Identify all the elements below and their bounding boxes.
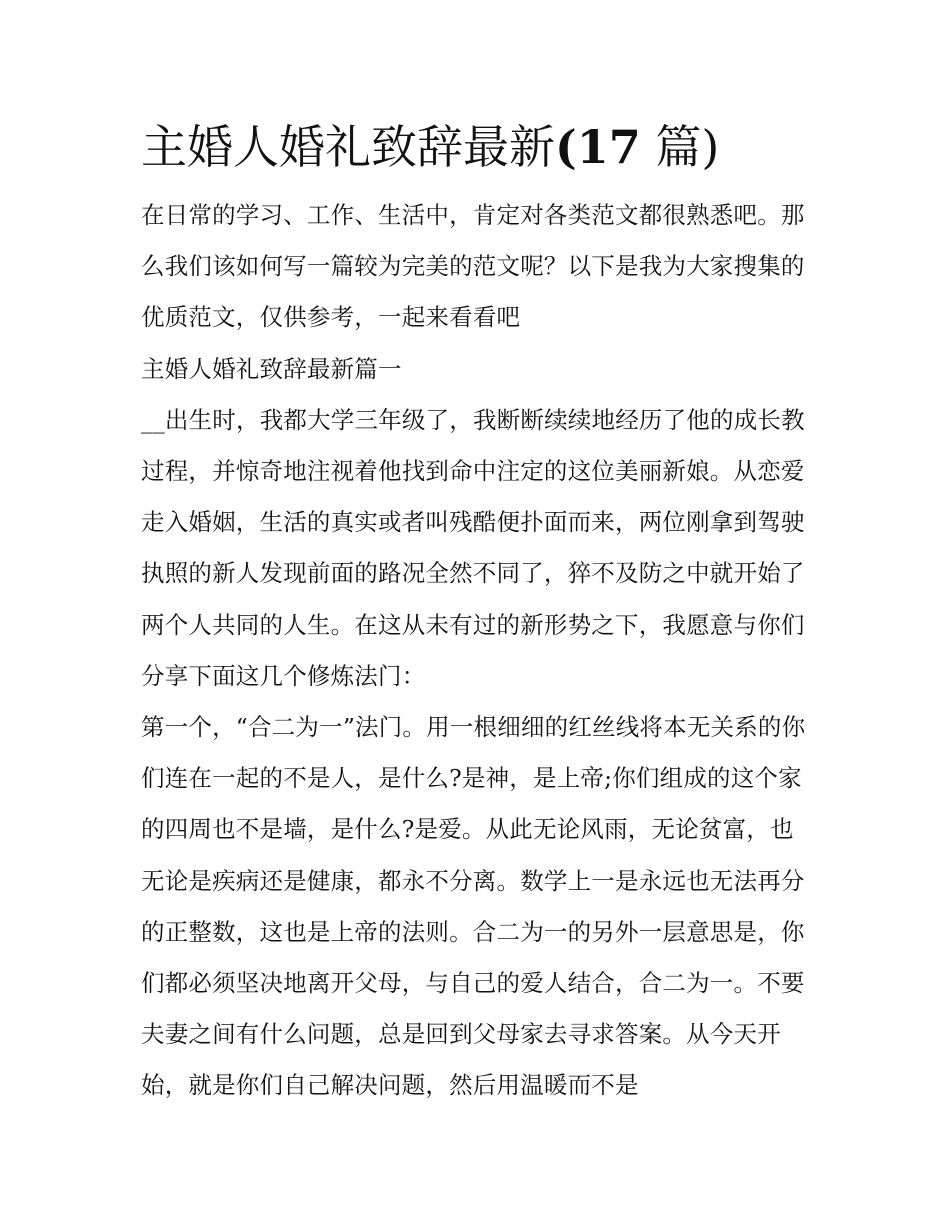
title-count: (17 (555, 120, 641, 174)
intro-paragraph: 在日常的学习、工作、生活中，肯定对各类范文都很熟悉吧。那么我们该如何写一篇较为完美的范文呢？以下是我为大家搜集的优质范文，仅供参考，一起来看看吧 (141, 201, 805, 332)
page-title (141, 112, 816, 182)
section-heading: 主婚人婚礼致辞最新篇一 (141, 354, 402, 383)
title-unit: 篇) (655, 120, 720, 174)
body-paragraph: 第一个，“合二为一”法门。用一根细细的红丝线将本无关系的你们连在一起的不是人，是什么?是神，是上帝;你们组成的这个家的四周也不是墙，是什么?是爱。从此无论风雨，无论贫富，也无论是疾病还是健康，都永不分离。数学上一是永远也无法再分的正整数，这也是上帝的法则。合二为一的另外一层意思是，你们都必须坚决地离开父母，与自己的爱人结合，合二为一。不要夫妻之间有什么问题，总是回到父母家去寻求答案。从今天开始，就是你们自己解决问题，然后用温暖而不是 (141, 713, 806, 1100)
body-paragraph: __出生时，我都大学三年级了，我断断续续地经历了他的成长教过程，并惊奇地注视着他找到命中注定的这位美丽新娘。从恋爱走入婚姻，生活的真实或者叫残酷便扑面而来，两位刚拿到驾驶执照的新人发现前面的路况全然不同了，猝不及防之中就开始了两个人共同的人生。在这从未有过的新形势之下，我愿意与你们分享下面这几个修炼法门： (141, 405, 805, 690)
document-body (141, 112, 816, 1112)
title-main: 主婚人婚礼致辞最新 (141, 120, 555, 174)
